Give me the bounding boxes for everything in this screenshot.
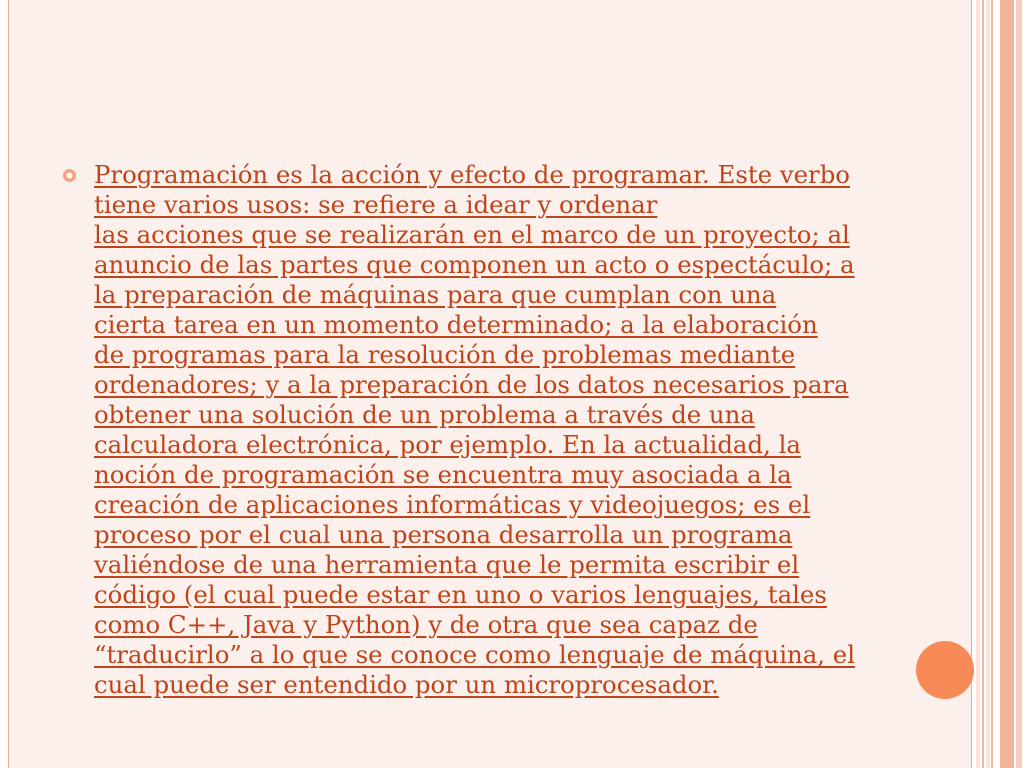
paragraph-line: Programación es la acción y efecto de programar. Este verbo	[94, 160, 850, 189]
paragraph-line: cual puede ser entendido por un microprocesador.	[94, 670, 719, 699]
paragraph-line: la preparación de máquinas para que cumplan con una	[94, 280, 777, 309]
paragraph-line: obtener una solución de un problema a través de una	[94, 400, 755, 429]
paragraph-line: cierta tarea en un momento determinado; a la elaboración	[94, 310, 818, 339]
decorative-stripe	[982, 0, 984, 768]
paragraph-line: calculadora electrónica, por ejemplo. En la actualidad, la	[94, 430, 801, 459]
paragraph-line: creación de aplicaciones informáticas y videojuegos; es el	[94, 490, 811, 519]
paragraph-line: de programas para la resolución de problemas mediante	[94, 340, 796, 369]
slide-body-paragraph[interactable]	[94, 160, 969, 700]
paragraph-line: tiene varios usos: se refiere a idear y ordenar	[94, 190, 658, 219]
paragraph-line: “traducirlo” a lo que se conoce como lenguaje de máquina, el	[94, 640, 856, 669]
paragraph-line: las acciones que se realizarán en el marco de un proyecto; al	[94, 220, 850, 249]
paragraph-line: anuncio de las partes que componen un acto o espectáculo; a	[94, 250, 855, 279]
paragraph-line: como C++, Java y Python) y de otra que sea capaz de	[94, 610, 758, 639]
decorative-stripe	[991, 0, 993, 768]
paragraph-line: noción de programación se encuentra muy asociada a la	[94, 460, 792, 489]
decorative-stripe	[1000, 0, 1014, 768]
decorative-stripe	[976, 0, 980, 768]
orange-circle-bullet-icon	[62, 168, 77, 183]
decorative-orange-circle	[916, 641, 974, 699]
paragraph-line: código (el cual puede estar en uno o varios lenguajes, tales	[94, 580, 827, 609]
paragraph-line: ordenadores; y a la preparación de los datos necesarios para	[94, 370, 849, 399]
decorative-stripe	[986, 0, 990, 768]
paragraph-line: valiéndose de una herramienta que le permita escribir el	[94, 550, 800, 579]
decorative-stripe	[1016, 0, 1022, 768]
paragraph-line: proceso por el cual una persona desarrolla un programa	[94, 520, 793, 549]
